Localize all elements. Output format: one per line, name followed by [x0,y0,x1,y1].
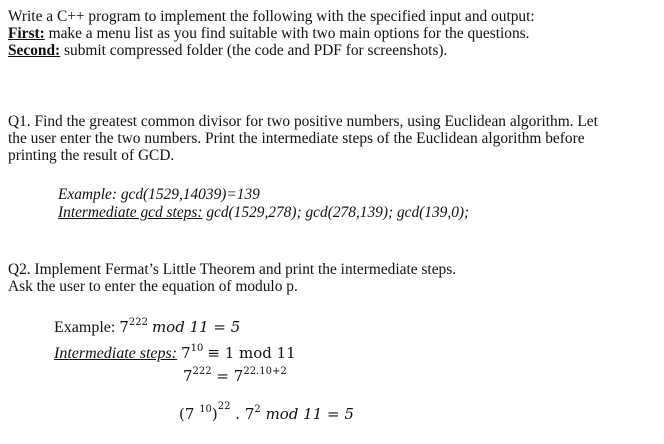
q2-final-outer-exponent: 22 [217,401,231,412]
q2-steps [54,344,296,363]
q2-final-exponent: 2 [254,404,261,415]
q2-eq-rhs-base: 7 [233,367,244,385]
q1-steps [58,204,469,221]
q2-eq-lhs-base: 7 [183,367,193,385]
q2-steps-rest: ≡ 1 mod 11 [207,344,296,362]
q1-steps-label: Intermediate gcd steps: [58,204,203,221]
q2-example-exponent: 222 [128,317,148,328]
q1-line-1: Q1. Find the greatest common divisor for two positive numbers, using Euclidean algorithm. Let [8,113,598,130]
q1-example-text: Example: gcd(1529,14039)=139 [58,186,260,203]
first-text: make a menu list as you find suitable with two main options for the questions. [44,25,530,42]
q1-steps-text: gcd(1529,278); gcd(278,139); gcd(139,0); [202,204,470,221]
q2-final-dot: . [235,405,241,423]
q2-final-open: (7 [179,405,195,423]
first-instruction [8,25,530,42]
q2-steps-base: 7 [181,344,191,362]
q2-eq-lhs-exponent: 222 [192,366,212,377]
second-label: Second: [8,42,61,59]
q2-final-inner-exponent: 10 [199,404,212,415]
q2-final-base: 7 [244,405,255,423]
q2-example [54,318,240,337]
q2-eq-rhs-exponent: 22.10+2 [243,366,287,377]
q2-final-rest: mod 11 = 5 [265,405,354,423]
q1-line-3: printing the result of GCD. [8,147,175,164]
q2-final-close: ) [211,405,218,423]
first-label: First: [8,25,45,42]
q2-steps-exponent: 10 [190,343,204,354]
q2-equation [183,367,287,385]
q2-example-rest: mod 11 = 5 [151,318,241,336]
second-text: submit compressed folder (the code and PDF for screenshots). [60,42,448,59]
q2-line-1: Q2. Implement Fermat’s Little Theorem and print the intermediate steps. [8,261,457,278]
q2-example-label: Example: [54,319,120,336]
q2-final [179,401,354,423]
q2-steps-label: Intermediate steps: [54,345,178,362]
q2-example-base: 7 [119,318,129,336]
q2-line-2: Ask the user to enter the equation of modulo p. [8,278,298,295]
q1-line-2: the user enter the two numbers. Print the intermediate steps of the Euclidean algorithm before [8,130,585,147]
q1-example [58,186,260,203]
q2-eq-equals: = [216,367,229,385]
second-instruction [8,42,447,59]
intro-line: Write a C++ program to implement the following with the specified input and output: [8,8,535,25]
